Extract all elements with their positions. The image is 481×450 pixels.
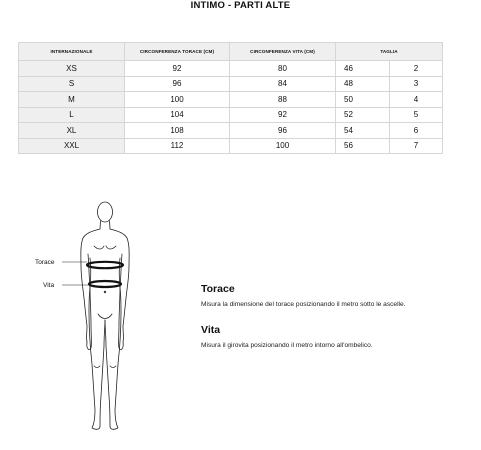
table-cell: 112	[125, 138, 230, 154]
table-cell: 96	[230, 123, 336, 139]
header-size: TAGLIA	[336, 43, 443, 61]
table-cell: 3	[390, 76, 443, 92]
table-cell: 46	[336, 61, 390, 77]
table-cell: 48	[336, 76, 390, 92]
table-cell: 6	[390, 123, 443, 139]
table-cell: 88	[230, 92, 336, 108]
header-international: INTERNAZIONALE	[19, 43, 125, 61]
size-table	[18, 42, 443, 154]
table-cell: XL	[19, 123, 125, 139]
table-cell: 50	[336, 92, 390, 108]
header-waist: CIRCONFERENZA VITA (CM)	[230, 43, 336, 61]
table-row	[19, 92, 443, 108]
table-cell: XXL	[19, 138, 125, 154]
table-cell: L	[19, 107, 125, 123]
chest-label: Torace	[35, 259, 55, 266]
chest-description: Misura la dimensione del torace posizionando il metro sotto le ascelle.	[201, 301, 406, 308]
table-cell: 5	[390, 107, 443, 123]
waist-title: Vita	[201, 324, 221, 336]
table-cell: 2	[390, 61, 443, 77]
table-cell: 7	[390, 138, 443, 154]
table-cell: 108	[125, 123, 230, 139]
table-row	[19, 107, 443, 123]
table-cell: 104	[125, 107, 230, 123]
chest-title: Torace	[201, 283, 235, 295]
waist-description: Misura il girovita posizionando il metro intorno all'ombelico.	[201, 342, 373, 349]
table-cell: 80	[230, 61, 336, 77]
table-cell: 92	[230, 107, 336, 123]
table-header-row	[19, 43, 443, 61]
waist-label: Vita	[43, 282, 55, 289]
page-title: INTIMO - PARTI ALTE	[190, 0, 291, 11]
table-row	[19, 61, 443, 77]
table-cell: 52	[336, 107, 390, 123]
table-cell: 100	[230, 138, 336, 154]
header-chest: CIRCONFERENZA TORACE (CM)	[125, 43, 230, 61]
table-cell: 4	[390, 92, 443, 108]
table-cell: 92	[125, 61, 230, 77]
table-row	[19, 76, 443, 92]
table-cell: S	[19, 76, 125, 92]
table-row	[19, 123, 443, 139]
table-cell: 96	[125, 76, 230, 92]
table-cell: 56	[336, 138, 390, 154]
table-cell: 84	[230, 76, 336, 92]
table-cell: M	[19, 92, 125, 108]
table-cell: 100	[125, 92, 230, 108]
body-silhouette-icon	[62, 196, 162, 436]
table-row	[19, 138, 443, 154]
table-cell: 54	[336, 123, 390, 139]
table-cell: XS	[19, 61, 125, 77]
